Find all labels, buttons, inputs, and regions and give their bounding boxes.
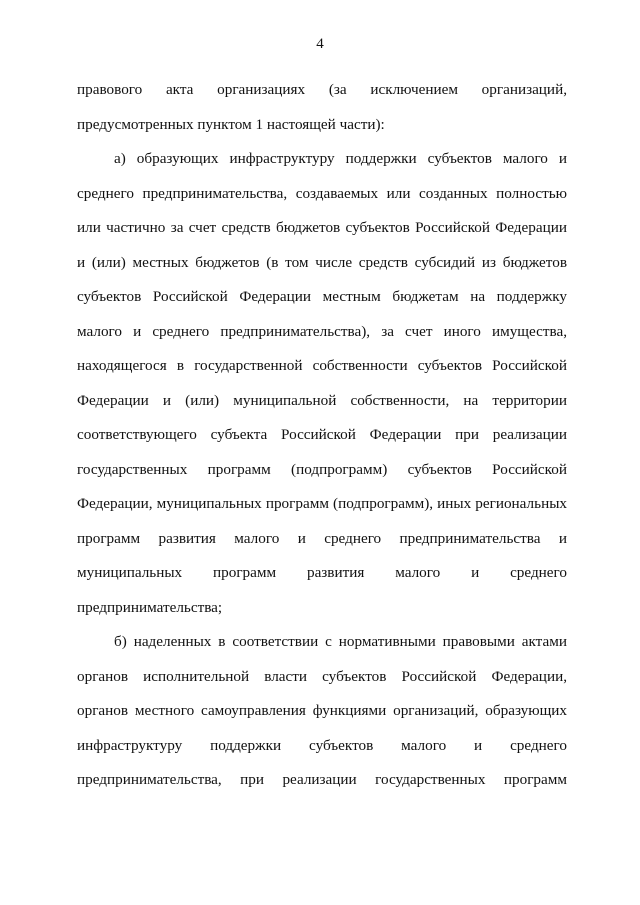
text-line: предпринимательства; [77,598,223,616]
paragraph-item-a [77,142,567,625]
text-line: предусмотренных пунктом 1 настоящей части): [77,115,385,133]
text-line: правового акта организациях (за исключением организаций, [77,81,567,98]
text-line: б) наделенных в соответствии с нормативными правовыми актами [114,633,567,650]
text-line: и (или) местных бюджетов (в том числе средств субсидий из бюджетов [77,253,567,271]
text-line: малого и среднего предпринимательства), за счет иного имущества, [77,322,567,340]
text-line: инфраструктуру поддержки субъектов малого и среднего [77,736,567,754]
text-line: муниципальных программ развития малого и среднего [77,564,567,581]
text-line: соответствующего субъекта Российской Федерации при реализации [77,426,567,443]
text-line: Федерации и (или) муниципальной собственности, на территории [77,391,567,409]
text-line: государственных программ (подпрограмм) субъектов Российской [77,460,567,478]
text-line: среднего предпринимательства, создаваемых или созданных полностью [77,184,567,202]
text-line: предпринимательства, при реализации государственных программ [77,771,567,788]
paragraph-item-b [77,625,567,798]
paragraph-continuation [77,73,567,142]
text-line: органов местного самоуправления функциями организаций, образующих [77,702,567,719]
page-number: 4 [316,36,324,52]
text-line: органов исполнительной власти субъектов Российской Федерации, [77,667,567,685]
document-body [77,73,567,798]
text-line: находящегося в государственной собственности субъектов Российской [77,357,567,374]
text-line: а) образующих инфраструктуру поддержки субъектов малого и [114,150,567,167]
text-line: программ развития малого и среднего предпринимательства и [77,529,567,547]
text-line: или частично за счет средств бюджетов субъектов Российской Федерации [77,219,567,236]
text-line: субъектов Российской Федерации местным бюджетам на поддержку [77,288,567,305]
text-line: Федерации, муниципальных программ (подпрограмм), иных региональных [77,495,567,512]
